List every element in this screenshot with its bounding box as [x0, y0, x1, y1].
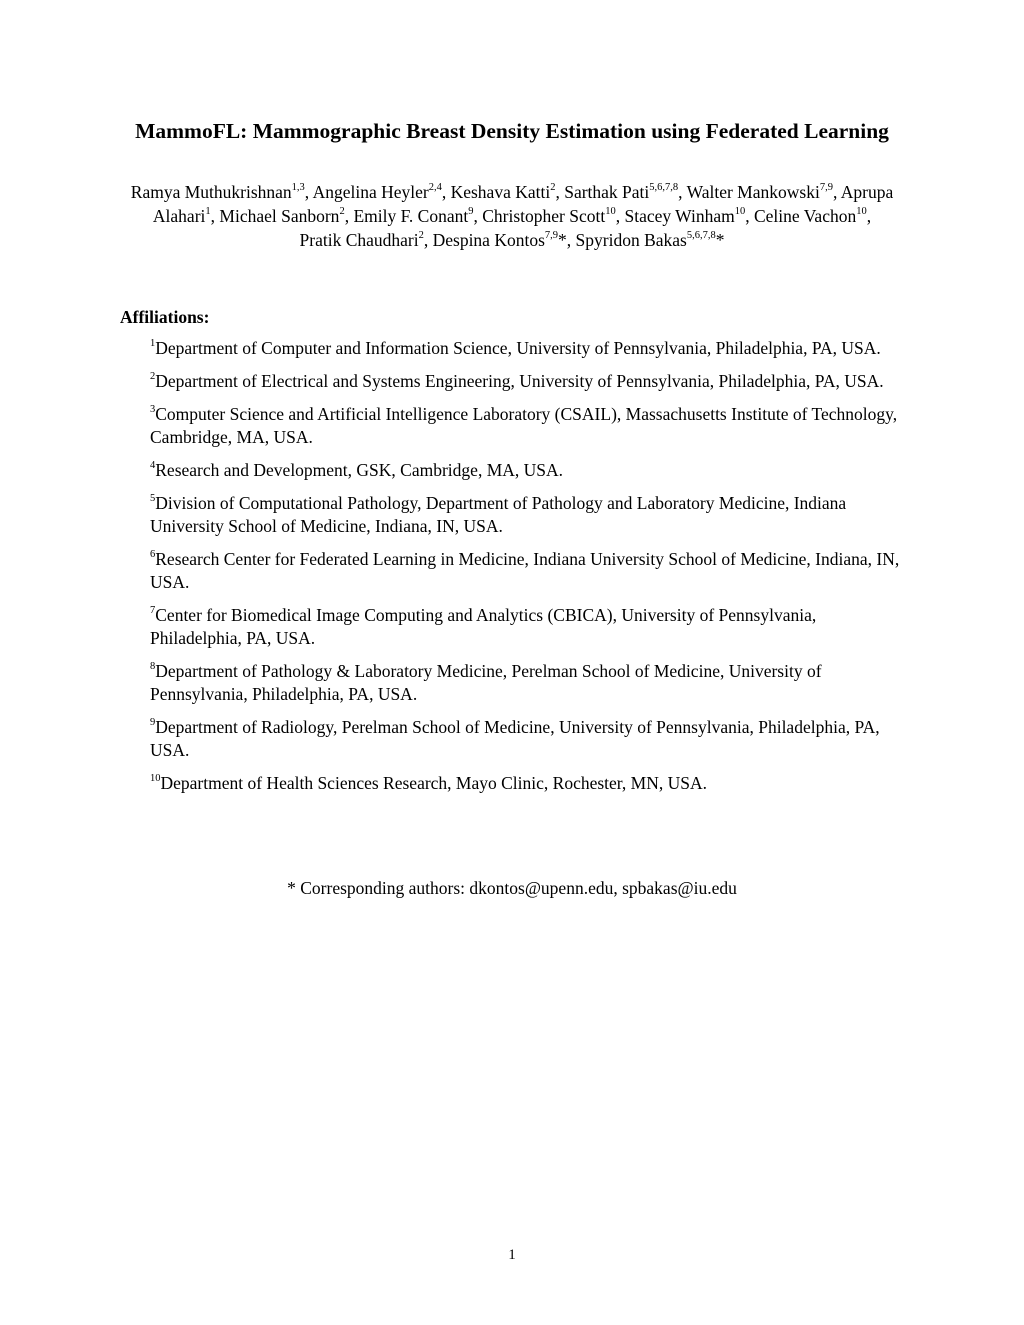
affiliation-text: Department of Computer and Information Science, University of Pennsylvania, Philadelphia, PA, USA. — [155, 338, 881, 358]
affiliation-number: 5 — [150, 493, 156, 505]
author: Stacey Winham$^{10}$ — [624, 206, 746, 226]
affiliations-heading: Affiliations: — [120, 307, 210, 327]
affiliation-item — [150, 370, 910, 393]
affiliation-item — [150, 459, 910, 482]
affiliation-text: Department of Electrical and Systems Engineering, University of Pennsylvania, Philadelphia, PA, USA. — [155, 371, 884, 391]
affiliations-list — [150, 337, 910, 805]
affiliation-text: Research and Development, GSK, Cambridge, MA, USA. — [155, 460, 564, 480]
author: Despina Kontos$^{7,9}$* — [432, 230, 567, 250]
affiliation-text: Center for Biomedical Image Computing and Analytics (CBICA), University of Pennsylvania, Philadelphia, PA, USA. — [150, 605, 817, 648]
affiliation-item — [150, 660, 910, 706]
affiliation-text: Computer Science and Artificial Intelligence Laboratory (CSAIL), Massachusetts Institute of Technology, Cambridge, MA, USA. — [150, 404, 898, 447]
author-list: Ramya Muthukrishnan$^{1,3}$, Angelina Heyler$^{2,4}$, Keshava Katti$^2$, Sarthak Pati$^{5,6,7,8}$, Walter Mankowski$^{7,9}$, Aprupa Alahari$^1$, Michael Sanborn$^2$, Emily F. Conant$^9$, Christopher Scott$^{10}$, Stacey Winham$^{10}$, Celine Vachon$^{10}$, Pratik Chaudhari$^2$, Despina Kontos$^{7,9}$*, Spyridon Bakas$^{5,6,7,8}$* — [130, 182, 894, 250]
author: Angelina Heyler$^{2,4}$ — [312, 182, 442, 202]
affiliation-number: 6 — [150, 549, 156, 561]
author: Pratik Chaudhari$^2$ — [299, 230, 424, 250]
affiliation-number: 7 — [150, 605, 156, 617]
author: Christopher Scott$^{10}$ — [482, 206, 616, 226]
affiliation-number: 2 — [150, 371, 156, 383]
affiliation-text: Department of Health Sciences Research, Mayo Clinic, Rochester, MN, USA. — [160, 773, 708, 793]
author-affiliation-sup: 5,6,7,8 — [686, 230, 716, 242]
affiliation-number: 10 — [150, 773, 161, 785]
author-affiliation-sup: 7,9 — [819, 182, 833, 194]
page-number: 1 — [508, 1247, 516, 1263]
affiliation-text: Department of Radiology, Perelman School of Medicine, University of Pennsylvania, Philadelphia, PA, USA. — [150, 717, 880, 760]
author: Ramya Muthukrishnan$^{1,3}$ — [130, 182, 305, 202]
author-affiliation-sup: 2,4 — [428, 182, 442, 194]
author-affiliation-sup: 2 — [339, 206, 345, 218]
author: Aprupa Alahari$^1$ — [152, 182, 894, 226]
author: Emily F. Conant$^9$ — [353, 206, 474, 226]
affiliation-item — [150, 548, 910, 594]
author-affiliation-sup: 5,6,7,8 — [649, 182, 679, 194]
affiliation-item — [150, 403, 910, 449]
affiliation-number: 3 — [150, 404, 156, 416]
author-affiliation-sup: 9 — [468, 206, 474, 218]
affiliation-number: 8 — [150, 661, 156, 673]
author-affiliation-sup: 10 — [734, 206, 746, 218]
affiliation-number: 9 — [150, 717, 156, 729]
affiliation-item — [150, 716, 910, 762]
author-affiliation-sup: 2 — [418, 230, 424, 242]
affiliation-item — [150, 492, 910, 538]
affiliation-text: Department of Pathology & Laboratory Medicine, Perelman School of Medicine, University of Pennsylvania, Philadelphia, PA, USA. — [150, 661, 822, 704]
author-affiliation-sup: 2 — [550, 182, 556, 194]
paper-title: MammoFL: Mammographic Breast Density Estimation using Federated Learning — [135, 119, 889, 143]
corresponding-star: * — [558, 230, 567, 250]
affiliation-item — [150, 604, 910, 650]
author: Celine Vachon$^{10}$ — [753, 206, 867, 226]
author: Sarthak Pati$^{5,6,7,8}$ — [564, 182, 679, 202]
affiliation-number: 4 — [150, 460, 156, 472]
author: Walter Mankowski$^{7,9}$ — [686, 182, 833, 202]
author: Keshava Katti$^2$ — [450, 182, 556, 202]
affiliation-text: Division of Computational Pathology, Department of Pathology and Laboratory Medicine, Indiana University School of Medicine, Indiana, IN, USA. — [150, 493, 847, 536]
author-affiliation-sup: 1,3 — [291, 182, 305, 194]
author-affiliation-sup: 1 — [205, 206, 211, 218]
author-affiliation-sup: 10 — [605, 206, 616, 218]
affiliation-item — [150, 772, 910, 795]
author: Michael Sanborn$^2$ — [219, 206, 345, 226]
affiliation-item — [150, 337, 910, 360]
author-affiliation-sup: 10 — [856, 206, 867, 218]
corresponding-star: * — [715, 230, 725, 250]
author-affiliation-sup: 7,9 — [544, 230, 559, 242]
affiliation-text: Research Center for Federated Learning in Medicine, Indiana University School of Medicine, Indiana, IN, USA. — [150, 549, 900, 592]
corresponding-authors-note: * Corresponding authors: dkontos@upenn.edu, spbakas@iu.edu — [287, 878, 737, 898]
author: Spyridon Bakas$^{5,6,7,8}$* — [575, 230, 725, 250]
affiliation-number: 1 — [150, 338, 156, 350]
